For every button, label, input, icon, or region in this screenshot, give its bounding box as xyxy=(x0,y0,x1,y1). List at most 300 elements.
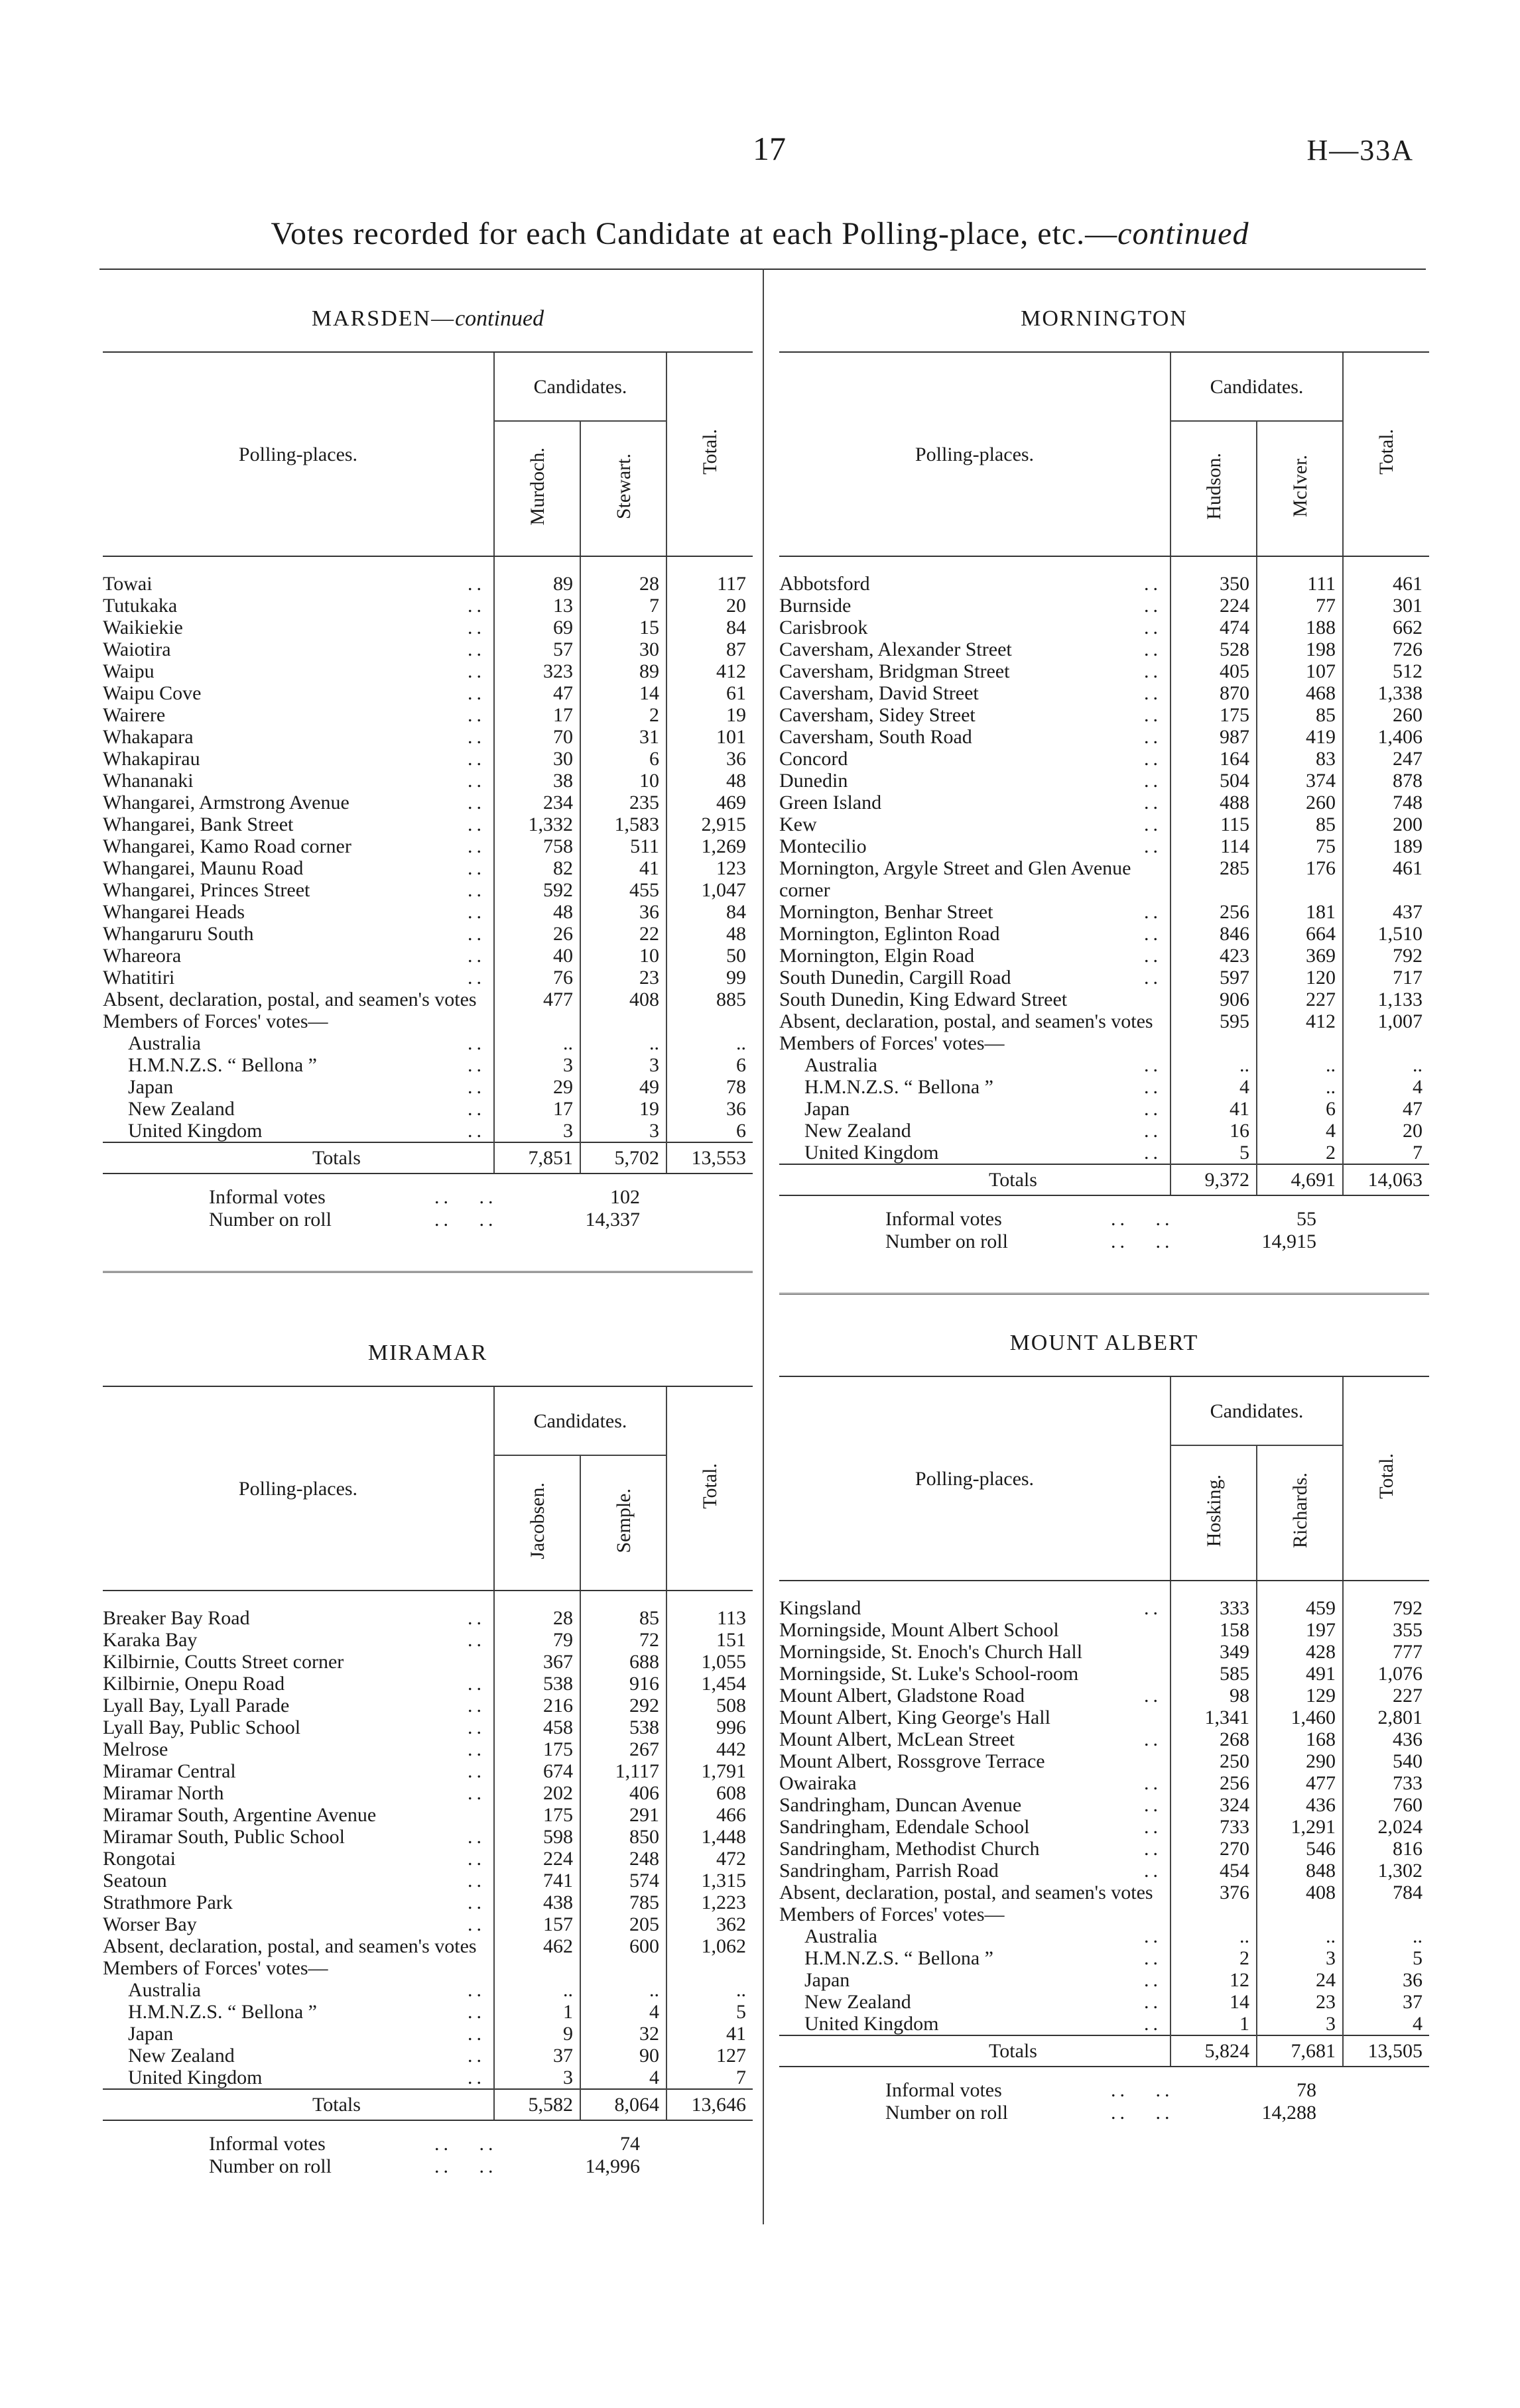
page-number: 17 xyxy=(753,130,786,167)
total-votes: 189 xyxy=(1343,835,1429,857)
polling-place: Karaka Bay xyxy=(103,1629,198,1651)
candidate-votes xyxy=(1171,1032,1257,1054)
table-row xyxy=(779,989,1429,1010)
polling-place: Miramar Central xyxy=(103,1760,236,1782)
polling-place: Strathmore Park xyxy=(103,1892,233,1913)
table-row xyxy=(103,1979,753,2001)
candidate-votes: 83 xyxy=(1257,748,1343,770)
polling-place: Whakapirau xyxy=(103,748,200,770)
total-votes: 878 xyxy=(1343,770,1429,792)
roll-line: Number on roll .. .. 14,337 xyxy=(209,1209,640,1231)
polling-place: Melrose xyxy=(103,1738,168,1760)
candidate-votes: 256 xyxy=(1171,1772,1257,1794)
table-row xyxy=(779,770,1429,792)
leader-dots: .. xyxy=(468,1716,485,1738)
table-row xyxy=(103,1010,753,1032)
table-row xyxy=(779,660,1429,682)
polling-place: Mount Albert, McLean Street xyxy=(779,1728,1015,1750)
candidate-name: Murdoch. xyxy=(526,447,548,526)
polling-place: Owairaka xyxy=(779,1772,857,1794)
table-row xyxy=(779,923,1429,945)
candidate-votes xyxy=(580,1010,666,1032)
candidate-votes: 595 xyxy=(1171,1010,1257,1032)
total-votes: 1,062 xyxy=(666,1935,753,1957)
polling-place: Mount Albert, Rossgrove Terrace xyxy=(779,1750,1045,1772)
total-votes xyxy=(1343,1903,1429,1925)
candidate-votes: 592 xyxy=(494,879,580,901)
total-votes: 792 xyxy=(1343,1581,1429,1619)
table-row xyxy=(779,1581,1429,1619)
candidate-votes: 10 xyxy=(580,945,666,967)
candidate-votes: 70 xyxy=(494,726,580,748)
candidate-votes: 3 xyxy=(1257,2013,1343,2035)
polling-place: Japan xyxy=(804,1969,850,1991)
leader-dots: .. xyxy=(1144,704,1162,726)
leader-dots: .. xyxy=(1144,1991,1162,2013)
table-row xyxy=(779,1641,1429,1663)
polling-place: New Zealand xyxy=(804,1120,911,1142)
leader-dots: .. xyxy=(1144,1969,1162,1991)
polling-place: Absent, declaration, postal, and seamen's votes xyxy=(779,1882,1153,1903)
total-votes: 1,338 xyxy=(1343,682,1429,704)
total-votes: 36 xyxy=(666,748,753,770)
roll-line: Number on roll .. .. 14,288 xyxy=(885,2102,1316,2124)
candidate-votes: 235 xyxy=(580,792,666,813)
candidate-name: Hudson. xyxy=(1202,453,1225,520)
leader-dots: .. xyxy=(468,1892,485,1913)
leader-dots: .. xyxy=(1144,617,1162,638)
candidate-votes: 270 xyxy=(1171,1838,1257,1860)
candidate-votes: 376 xyxy=(1171,1882,1257,1903)
leader-dots: .. xyxy=(1144,1120,1162,1142)
total-header xyxy=(1343,1376,1429,1581)
candidate-votes: 3 xyxy=(580,1054,666,1076)
informal-votes-label: Informal votes xyxy=(209,2133,326,2155)
total-votes: 20 xyxy=(1343,1120,1429,1142)
totals-row xyxy=(779,1164,1429,1195)
leader-dots: .. xyxy=(1144,945,1162,967)
table-row xyxy=(779,792,1429,813)
total-votes: 733 xyxy=(1343,1772,1429,1794)
candidate-votes: 268 xyxy=(1171,1728,1257,1750)
page-title-text: Votes recorded for each Candidate at each Polling-place, etc.— xyxy=(271,216,1118,251)
candidate-votes: .. xyxy=(1257,1076,1343,1098)
total-votes: 87 xyxy=(666,638,753,660)
total-votes: 540 xyxy=(1343,1750,1429,1772)
section-name: MORNINGTON xyxy=(1021,306,1188,331)
candidate-votes: 115 xyxy=(1171,813,1257,835)
leader-dots: .. xyxy=(468,682,485,704)
polling-place: Caversham, Bridgman Street xyxy=(779,660,1010,682)
total-votes: 1,448 xyxy=(666,1826,753,1848)
totals-row xyxy=(779,2035,1429,2067)
candidate-votes: 2 xyxy=(580,704,666,726)
section-title xyxy=(103,272,753,351)
total-votes: 608 xyxy=(666,1782,753,1804)
total-votes: 1,047 xyxy=(666,879,753,901)
polling-place: Japan xyxy=(128,2023,174,2045)
table-row xyxy=(779,617,1429,638)
leader-dots: .. xyxy=(468,2045,485,2067)
leader-dots: .. xyxy=(468,2067,485,2088)
table-row xyxy=(103,879,753,901)
polling-place: Whangarei Heads xyxy=(103,901,245,923)
totals-row xyxy=(103,2089,753,2120)
table-row xyxy=(103,901,753,923)
candidate-votes: 250 xyxy=(1171,1750,1257,1772)
candidate-votes: 374 xyxy=(1257,770,1343,792)
candidate-votes: .. xyxy=(580,1032,666,1054)
polling-place: Seatoun xyxy=(103,1870,167,1892)
polling-place: Towai xyxy=(103,573,153,595)
polling-places-header: Polling-places. xyxy=(779,352,1171,556)
table-row xyxy=(103,556,753,595)
table-row xyxy=(103,1738,753,1760)
total-votes: 1,791 xyxy=(666,1760,753,1782)
table-row xyxy=(103,945,753,967)
total-votes: 717 xyxy=(1343,967,1429,989)
total-votes xyxy=(1343,1032,1429,1054)
candidate-votes: 1,291 xyxy=(1257,1816,1343,1838)
table-row xyxy=(103,1651,753,1673)
candidate-votes: 38 xyxy=(494,770,580,792)
table-row xyxy=(103,989,753,1010)
candidate-header xyxy=(1171,1445,1257,1581)
leader-dots: .. xyxy=(468,835,485,857)
table-row xyxy=(103,2067,753,2089)
informal-votes-line: Informal votes .. .. 102 xyxy=(209,1186,640,1208)
candidate-votes: 176 xyxy=(1257,857,1343,901)
candidate-votes: 4 xyxy=(580,2001,666,2023)
total-votes: 99 xyxy=(666,967,753,989)
polling-place: Absent, declaration, postal, and seamen's votes xyxy=(103,989,477,1010)
leader-dots: .. xyxy=(1144,1947,1162,1969)
polling-place: Kew xyxy=(779,813,817,835)
table-row xyxy=(779,1947,1429,1969)
candidate-total: 9,372 xyxy=(1171,1164,1257,1195)
candidate-votes: 89 xyxy=(494,556,580,595)
total-votes: .. xyxy=(666,1032,753,1054)
candidate-votes: 870 xyxy=(1171,682,1257,704)
candidate-votes xyxy=(1257,1903,1343,1925)
leader-dots: .. xyxy=(468,1032,485,1054)
totals-label: Totals xyxy=(103,1142,494,1174)
table-row xyxy=(779,704,1429,726)
polling-place: United Kingdom xyxy=(804,2013,939,2035)
polling-place: Australia xyxy=(804,1925,877,1947)
polling-place: South Dunedin, King Edward Street xyxy=(779,989,1068,1010)
polling-place: Miramar South, Argentine Avenue xyxy=(103,1804,377,1826)
candidate-votes: 85 xyxy=(1257,704,1343,726)
table-row xyxy=(103,1629,753,1651)
leader-dots: .. xyxy=(468,1782,485,1804)
table-row xyxy=(779,1882,1429,1903)
total-votes: .. xyxy=(666,1979,753,2001)
table-row xyxy=(103,1032,753,1054)
polling-place: Mount Albert, King George's Hall xyxy=(779,1707,1050,1728)
candidate-votes: 598 xyxy=(494,1826,580,1848)
candidate-votes: 458 xyxy=(494,1716,580,1738)
candidate-votes: 477 xyxy=(494,989,580,1010)
leader-dots: .. xyxy=(468,857,485,879)
polling-place: Members of Forces' votes— xyxy=(103,1957,328,1979)
candidate-votes: 600 xyxy=(580,1935,666,1957)
polling-place: Sandringham, Duncan Avenue xyxy=(779,1794,1022,1816)
total-header xyxy=(666,352,753,556)
candidate-votes: 412 xyxy=(1257,1010,1343,1032)
candidate-votes: 14 xyxy=(1171,1991,1257,2013)
candidates-header: Candidates. xyxy=(1171,352,1343,421)
candidate-votes: 188 xyxy=(1257,617,1343,638)
total-votes: 748 xyxy=(1343,792,1429,813)
total-votes: 50 xyxy=(666,945,753,967)
table-row xyxy=(779,1772,1429,1794)
total-votes: 512 xyxy=(1343,660,1429,682)
candidate-votes: 6 xyxy=(1257,1098,1343,1120)
polling-place: Waipu xyxy=(103,660,155,682)
polling-place: Morningside, St. Enoch's Church Hall xyxy=(779,1641,1083,1663)
table-row xyxy=(779,2013,1429,2035)
candidate-name: McIver. xyxy=(1289,455,1311,518)
table-row xyxy=(779,1903,1429,1925)
document-reference: H—33A xyxy=(1306,134,1414,166)
table-row xyxy=(103,1076,753,1098)
polling-place: Whareora xyxy=(103,945,182,967)
candidate-votes: 1 xyxy=(1171,2013,1257,2035)
candidate-votes: 3 xyxy=(494,1054,580,1076)
summary xyxy=(779,2079,1429,2124)
leader-dots: .. xyxy=(1144,726,1162,748)
candidate-header xyxy=(580,1455,666,1591)
candidate-votes: 98 xyxy=(1171,1685,1257,1707)
total-header-label: Total. xyxy=(699,1463,721,1509)
total-votes: 1,076 xyxy=(1343,1663,1429,1685)
candidate-votes: 504 xyxy=(1171,770,1257,792)
candidate-votes: 1,460 xyxy=(1257,1707,1343,1728)
roll-label: Number on roll xyxy=(209,2155,332,2177)
candidates-header: Candidates. xyxy=(1171,1376,1343,1445)
table-row xyxy=(779,1032,1429,1054)
table-row xyxy=(103,1054,753,1076)
leader-dots: .. xyxy=(468,595,485,617)
candidate-votes: 107 xyxy=(1257,660,1343,682)
table-row xyxy=(103,1695,753,1716)
leader-dots: .. xyxy=(468,660,485,682)
electorate-mornington xyxy=(779,272,1429,1295)
polling-place: Caversham, Sidey Street xyxy=(779,704,976,726)
polling-place: Morningside, St. Luke's School-room xyxy=(779,1663,1079,1685)
candidate-total: 7,851 xyxy=(494,1142,580,1174)
total-votes: 726 xyxy=(1343,638,1429,660)
candidate-votes: .. xyxy=(1257,1054,1343,1076)
leader-dots: .. xyxy=(468,2001,485,2023)
candidate-votes: 158 xyxy=(1171,1619,1257,1641)
candidate-votes: 120 xyxy=(1257,967,1343,989)
candidate-votes: 114 xyxy=(1171,835,1257,857)
leader-dots: .. xyxy=(1144,748,1162,770)
candidate-votes: 455 xyxy=(580,879,666,901)
leader-dots: .. xyxy=(468,1076,485,1098)
polling-place: Miramar South, Public School xyxy=(103,1826,345,1848)
total-votes: 84 xyxy=(666,617,753,638)
informal-votes-line: Informal votes .. .. 55 xyxy=(885,1208,1316,1230)
candidate-votes: 290 xyxy=(1257,1750,1343,1772)
table-row xyxy=(103,682,753,704)
candidate-votes: 90 xyxy=(580,2045,666,2067)
summary xyxy=(103,2133,753,2178)
polling-place: Whangaruru South xyxy=(103,923,254,945)
column-divider xyxy=(763,269,764,2224)
leader-dots: .. xyxy=(1144,1860,1162,1882)
polling-place: Kingsland xyxy=(779,1597,861,1619)
total-votes xyxy=(666,1957,753,1979)
grand-total: 14,063 xyxy=(1343,1164,1429,1195)
candidate-votes: 41 xyxy=(580,857,666,879)
candidate-votes: 224 xyxy=(1171,595,1257,617)
total-votes: 6 xyxy=(666,1054,753,1076)
total-votes: 78 xyxy=(666,1076,753,1098)
candidate-votes: 23 xyxy=(1257,1991,1343,2013)
candidates-header: Candidates. xyxy=(494,352,666,421)
polling-place: Carisbrook xyxy=(779,617,868,638)
table-row xyxy=(103,1826,753,1848)
electorate-marsden xyxy=(103,272,753,1273)
roll-label: Number on roll xyxy=(885,1231,1008,1252)
polling-place: H.M.N.Z.S. “ Bellona ” xyxy=(128,2001,317,2023)
candidate-votes: 41 xyxy=(1171,1098,1257,1120)
total-votes: 247 xyxy=(1343,748,1429,770)
candidate-votes xyxy=(1257,1032,1343,1054)
table-row xyxy=(103,1591,753,1629)
candidate-votes: 585 xyxy=(1171,1663,1257,1685)
polling-place: Caversham, Alexander Street xyxy=(779,638,1012,660)
candidate-votes: 291 xyxy=(580,1804,666,1826)
candidate-votes: 198 xyxy=(1257,638,1343,660)
candidate-votes: 741 xyxy=(494,1870,580,1892)
polling-place: Whatitiri xyxy=(103,967,175,989)
candidate-votes: 28 xyxy=(580,556,666,595)
polling-place: Worser Bay xyxy=(103,1913,197,1935)
total-votes: 792 xyxy=(1343,945,1429,967)
candidate-votes: 111 xyxy=(1257,556,1343,595)
totals-label: Totals xyxy=(103,2089,494,2120)
polling-place: Mornington, Eglinton Road xyxy=(779,923,1000,945)
total-votes: 436 xyxy=(1343,1728,1429,1750)
table-row xyxy=(779,1054,1429,1076)
polling-place: Lyall Bay, Lyall Parade xyxy=(103,1695,290,1716)
total-votes: 301 xyxy=(1343,595,1429,617)
leader-dots: .. xyxy=(468,617,485,638)
candidate-votes: 405 xyxy=(1171,660,1257,682)
table-row xyxy=(103,813,753,835)
candidate-total: 4,691 xyxy=(1257,1164,1343,1195)
total-votes: 355 xyxy=(1343,1619,1429,1641)
table-row xyxy=(779,1685,1429,1707)
polling-place: Rongotai xyxy=(103,1848,176,1870)
table-row xyxy=(779,1838,1429,1860)
total-votes: 47 xyxy=(1343,1098,1429,1120)
candidate-votes: 1,341 xyxy=(1171,1707,1257,1728)
page-header xyxy=(0,129,1520,176)
section-title xyxy=(103,1306,753,1386)
leader-dots: .. xyxy=(1144,1098,1162,1120)
leader-dots: .. xyxy=(468,879,485,901)
leader-dots: .. xyxy=(468,1760,485,1782)
candidate-votes: 574 xyxy=(580,1870,666,1892)
candidate-votes: 79 xyxy=(494,1629,580,1651)
candidate-votes: .. xyxy=(580,1979,666,2001)
total-votes: 117 xyxy=(666,556,753,595)
total-votes: 123 xyxy=(666,857,753,879)
polling-place: Mornington, Benhar Street xyxy=(779,901,993,923)
informal-votes-value: 74 xyxy=(620,2133,640,2155)
candidate-votes: 848 xyxy=(1257,1860,1343,1882)
section-title xyxy=(779,272,1429,351)
leader-dots: .. xyxy=(468,901,485,923)
candidate-votes: 30 xyxy=(494,748,580,770)
totals-row xyxy=(103,1142,753,1174)
polling-place: Absent, declaration, postal, and seamen's votes xyxy=(103,1935,477,1957)
section-end-rule xyxy=(779,1293,1429,1295)
table-row xyxy=(779,682,1429,704)
candidate-votes: 57 xyxy=(494,638,580,660)
summary xyxy=(103,1186,753,1231)
total-votes: 227 xyxy=(1343,1685,1429,1707)
informal-votes-value: 78 xyxy=(1297,2079,1316,2101)
candidate-votes: 129 xyxy=(1257,1685,1343,1707)
leader-dots: .. xyxy=(1144,660,1162,682)
total-votes: 113 xyxy=(666,1591,753,1629)
leader-dots: .. xyxy=(1144,1685,1162,1707)
candidate-votes: 30 xyxy=(580,638,666,660)
polling-place: Wairere xyxy=(103,704,166,726)
candidate-votes: 292 xyxy=(580,1695,666,1716)
table-row xyxy=(779,901,1429,923)
total-votes: 48 xyxy=(666,770,753,792)
candidate-votes: 157 xyxy=(494,1913,580,1935)
grand-total: 13,553 xyxy=(666,1142,753,1174)
candidate-votes: 488 xyxy=(1171,792,1257,813)
candidate-votes: 267 xyxy=(580,1738,666,1760)
candidate-votes: 37 xyxy=(494,2045,580,2067)
candidate-votes: 216 xyxy=(494,1695,580,1716)
candidate-votes: 19 xyxy=(580,1098,666,1120)
polling-place: H.M.N.Z.S. “ Bellona ” xyxy=(804,1947,993,1969)
candidate-votes: 202 xyxy=(494,1782,580,1804)
candidate-votes: 477 xyxy=(1257,1772,1343,1794)
polling-place: Whangarei, Princes Street xyxy=(103,879,310,901)
polling-place: H.M.N.Z.S. “ Bellona ” xyxy=(128,1054,317,1076)
candidate-votes: 234 xyxy=(494,792,580,813)
candidate-votes: 1,117 xyxy=(580,1760,666,1782)
table-row xyxy=(779,857,1429,901)
candidate-header xyxy=(1257,1445,1343,1581)
polling-place: Japan xyxy=(804,1098,850,1120)
candidate-total: 7,681 xyxy=(1257,2035,1343,2067)
candidate-votes: 4 xyxy=(1171,1076,1257,1098)
informal-votes-label: Informal votes xyxy=(885,2079,1002,2101)
total-votes: 1,055 xyxy=(666,1651,753,1673)
polling-place: Mornington, Elgin Road xyxy=(779,945,975,967)
table-row xyxy=(103,923,753,945)
informal-votes-line: Informal votes .. .. 78 xyxy=(885,2079,1316,2101)
table-row xyxy=(779,1860,1429,1882)
candidate-votes: 164 xyxy=(1171,748,1257,770)
candidate-header xyxy=(494,421,580,556)
table-row xyxy=(103,1716,753,1738)
table-row xyxy=(103,1098,753,1120)
candidate-votes: 17 xyxy=(494,704,580,726)
